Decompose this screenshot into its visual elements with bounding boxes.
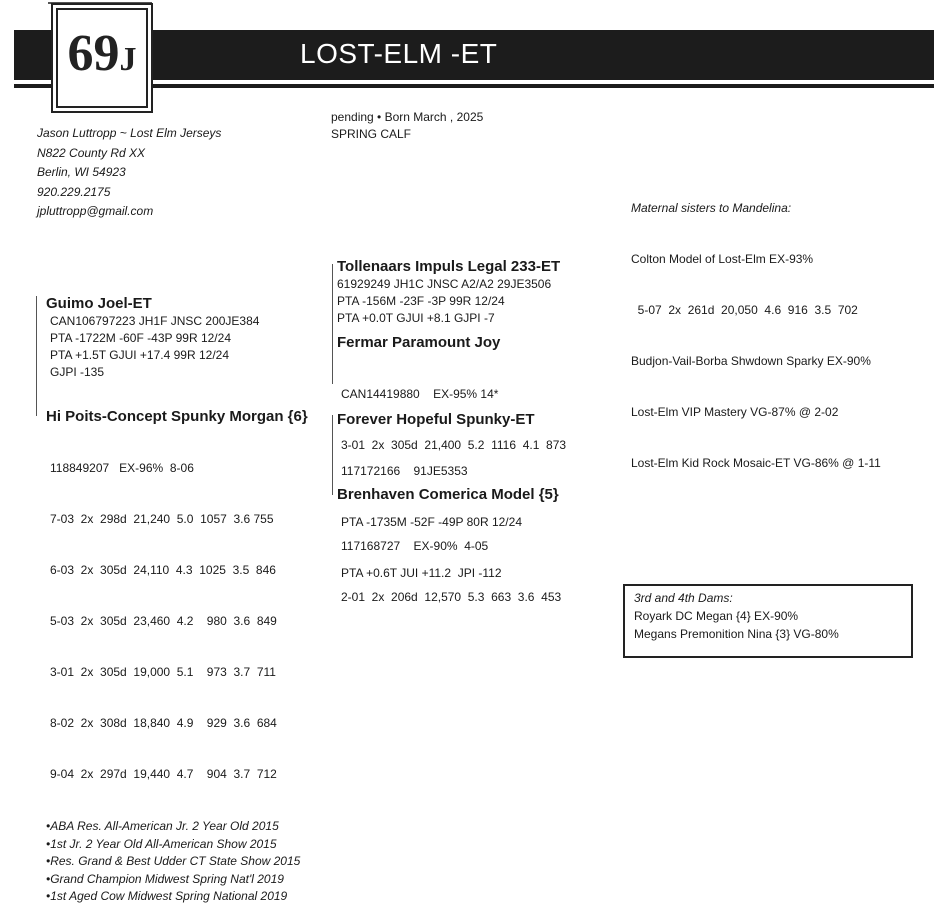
sire-block xyxy=(46,294,259,381)
sire-dam-name: Fermar Paramount Joy xyxy=(337,334,501,351)
sire-sire-line: PTA +0.0T GJUI +8.1 GJPI -7 xyxy=(337,311,495,325)
pedigree-bracket xyxy=(36,296,37,416)
dam-sire-name: Forever Hopeful Spunky-ET xyxy=(337,411,535,428)
pedigree-bracket xyxy=(332,264,333,384)
dam-line: 118849207 EX-96% 8-06 xyxy=(50,461,194,475)
dam-line: 9-04 2x 297d 19,440 4.7 904 3.7 712 xyxy=(50,767,277,781)
dam-honor: •1st Jr. 2 Year Old All-American Show 2015 xyxy=(46,836,277,851)
maternal-line: Lost-Elm VIP Mastery VG-87% @ 2-02 xyxy=(631,405,839,419)
dams-line: Royark DC Megan {4} EX-90% xyxy=(634,609,799,623)
dam-sire-line: 117172166 91JE5353 xyxy=(341,464,468,478)
sire-line: GJPI -135 xyxy=(50,365,105,379)
sire-dam-line: 3-01 2x 305d 21,400 5.2 1116 4.1 873 xyxy=(341,438,567,452)
dams-title: 3rd and 4th Dams: xyxy=(634,591,733,605)
dam-honor: •ABA Res. All-American Jr. 2 Year Old 2015 xyxy=(46,819,279,833)
banner-underline xyxy=(14,84,934,88)
dam-dam-line: 117168727 EX-90% 4-05 xyxy=(341,539,489,553)
registration-line: SPRING CALF xyxy=(331,127,412,141)
consignor-name: Jason Luttropp ~ Lost Elm Jerseys xyxy=(37,126,222,140)
dams-box xyxy=(623,584,913,658)
sire-sire-line: PTA -156M -23F -3P 99R 12/24 xyxy=(337,294,505,308)
dam-line: 5-03 2x 305d 23,460 4.2 980 3.6 849 xyxy=(50,614,277,628)
sire-sire-name: Tollenaars Impuls Legal 233-ET xyxy=(337,258,561,275)
consignor-address: Berlin, WI 54923 xyxy=(37,165,126,179)
animal-name: LOST-ELM -ET xyxy=(300,38,498,69)
dam-name: Hi Poits-Concept Spunky Morgan {6} xyxy=(46,408,308,425)
sire-dam-line: CAN14419880 EX-95% 14* xyxy=(341,387,499,401)
dam-dam-line: 2-01 2x 206d 12,570 5.3 663 3.6 453 xyxy=(341,590,562,604)
dam-line: 7-03 2x 298d 21,240 5.0 1057 3.6 755 xyxy=(50,512,274,526)
dam-sire-line: PTA -1735M -52F -49P 80R 12/24 xyxy=(341,515,522,529)
lot-number-box xyxy=(56,8,148,108)
consignor-email[interactable]: jpluttropp@gmail.com xyxy=(37,204,154,218)
maternal-line: Budjon-Vail-Borba Shwdown Sparky EX-90% xyxy=(631,354,871,368)
dams-line: Megans Premonition Nina {3} VG-80% xyxy=(634,627,839,641)
lot-suffix: J xyxy=(119,41,137,78)
maternal-line: Lost-Elm Kid Rock Mosaic-ET VG-86% @ 1-11 xyxy=(631,456,881,470)
dam-block xyxy=(46,407,308,906)
maternal-line: Colton Model of Lost-Elm EX-93% xyxy=(631,252,814,266)
registration-info xyxy=(331,109,483,143)
maternal-sisters xyxy=(631,200,881,506)
sire-name: Guimo Joel-ET xyxy=(46,295,152,312)
consignor-info xyxy=(37,124,221,222)
sire-line: PTA +1.5T GJUI +17.4 99R 12/24 xyxy=(50,348,229,362)
registration-line: pending • Born March , 2025 xyxy=(331,110,484,124)
sire-sire-line: 61929249 JH1C JNSC A2/A2 29JE3506 xyxy=(337,277,552,291)
dam-dam-block xyxy=(337,485,561,640)
sire-sire-block xyxy=(337,257,560,327)
dam-line: 6-03 2x 305d 24,110 4.3 1025 3.5 846 xyxy=(50,563,276,577)
dam-honor: •Res. Grand & Best Udder CT State Show 2015 xyxy=(46,854,301,868)
consignor-phone: 920.229.2175 xyxy=(37,184,111,199)
lot-number: 69 xyxy=(67,25,120,82)
dam-honor: •Grand Champion Midwest Spring Nat'l 2019 xyxy=(46,871,284,886)
dam-line: 8-02 2x 308d 18,840 4.9 929 3.6 684 xyxy=(50,716,277,730)
maternal-line: 5-07 2x 261d 20,050 4.6 916 3.5 702 xyxy=(631,303,858,317)
sire-line: PTA -1722M -60F -43P 99R 12/24 xyxy=(50,331,231,345)
consignor-address: N822 County Rd XX xyxy=(37,145,146,160)
maternal-title: Maternal sisters to Mandelina: xyxy=(631,201,792,215)
dam-dam-name: Brenhaven Comerica Model {5} xyxy=(337,486,559,503)
dam-line: 3-01 2x 305d 19,000 5.1 973 3.7 711 xyxy=(50,665,276,679)
pedigree-bracket xyxy=(332,415,333,495)
sire-line: CAN106797223 JH1F JNSC 200JE384 xyxy=(50,314,260,328)
dam-sire-line: PTA +0.6T JUI +11.2 JPI -112 xyxy=(341,566,502,580)
dam-honor: •1st Aged Cow Midwest Spring National 2019 xyxy=(46,889,288,903)
